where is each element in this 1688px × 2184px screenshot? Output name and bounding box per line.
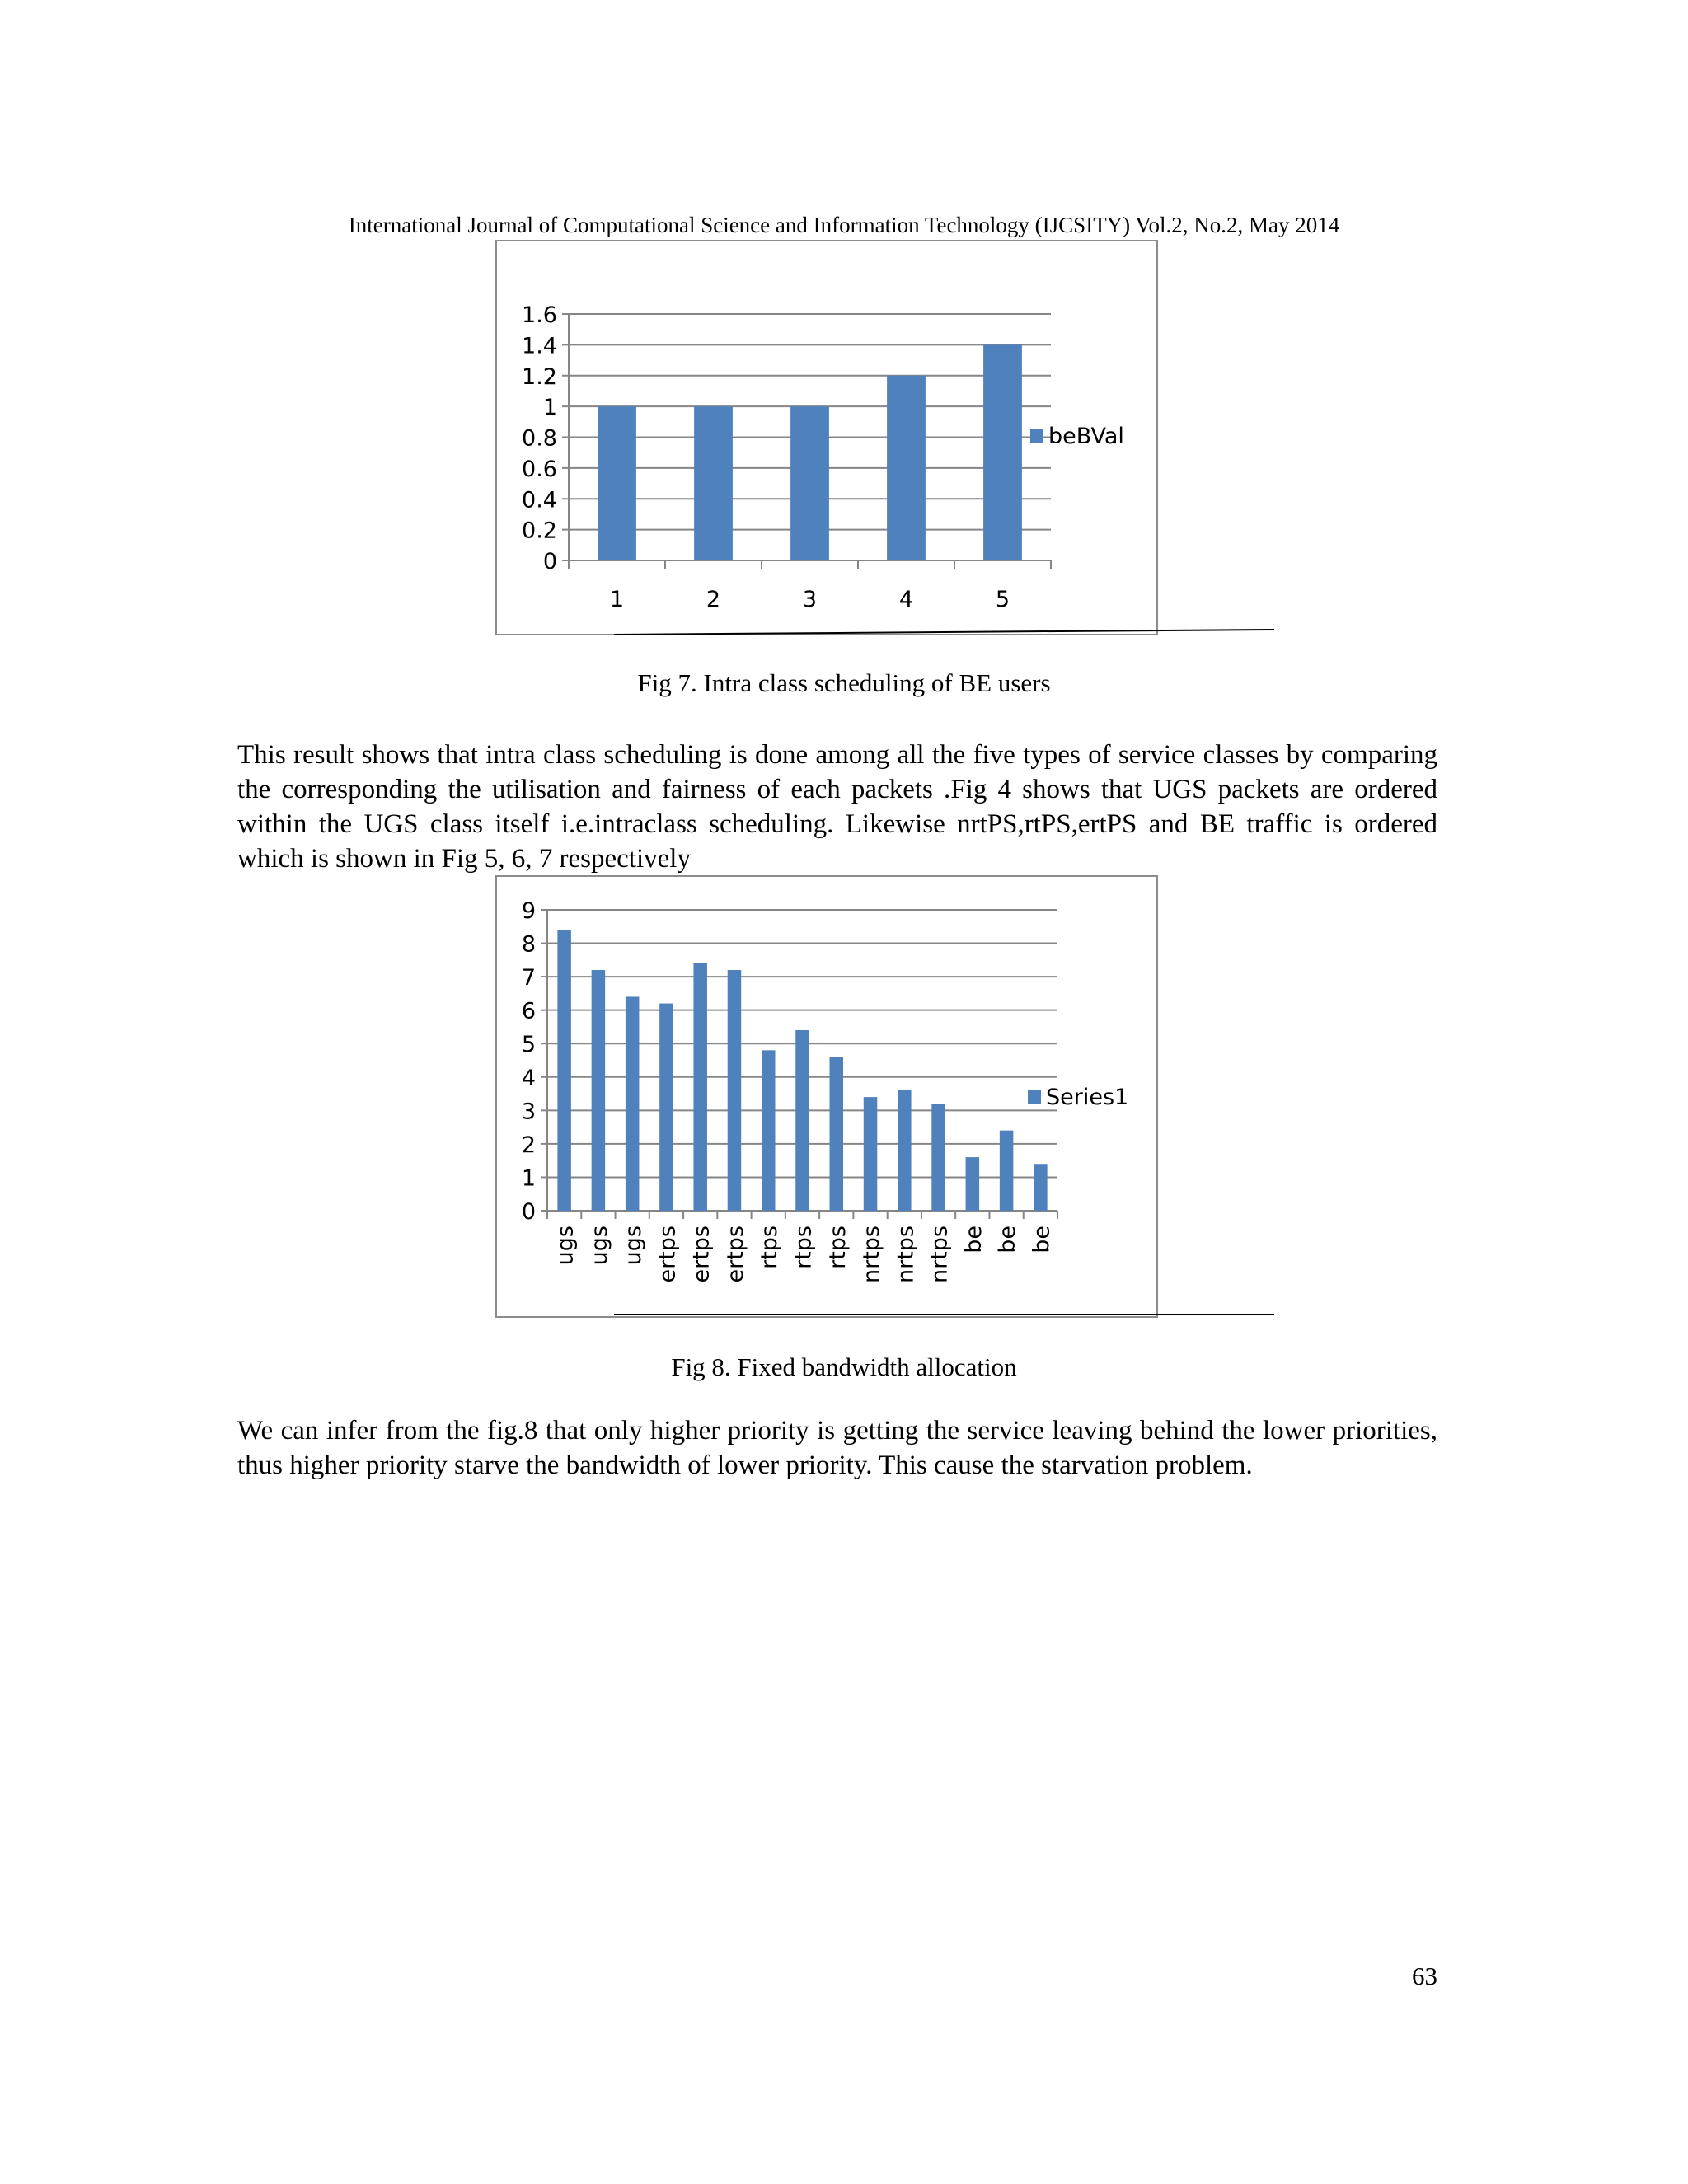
- x-tick-label: 4: [898, 587, 914, 612]
- x-tick-label: be: [995, 1226, 1021, 1254]
- bar: [693, 963, 707, 1211]
- paragraph-inference: We can infer from the fig.8 that only higher priority is getting the service leaving behind the lower priorities, thus higher priority starve the bandwidth of lower priority. This cause the starvation problem.: [237, 1416, 1437, 1480]
- bar: [931, 1104, 945, 1211]
- x-tick-label: rtps: [790, 1226, 817, 1269]
- y-tick-label: 4: [521, 1065, 536, 1091]
- paragraph-results: This result shows that intra class scheduling is done among all the five types of service classes by comparing the corresponding the utilisation and fairness of each packets .Fig 4 shows that UGS packets are ordered within the UGS class itself i.e.intraclass scheduling. Likewise nrtPS,rtPS,ertPS and BE traffic is ordered which is shown in Fig 5, 6, 7 respectively: [237, 740, 1437, 874]
- x-tick-label: 3: [802, 587, 818, 612]
- bar: [830, 1057, 844, 1211]
- bar: [1000, 1131, 1014, 1211]
- bar: [728, 970, 742, 1211]
- x-tick-label: be: [1029, 1226, 1055, 1254]
- y-tick-label: 0.6: [522, 456, 557, 482]
- x-tick-label: ertps: [722, 1226, 748, 1283]
- y-tick-label: 8: [521, 931, 536, 958]
- x-tick-label: ugs: [586, 1226, 612, 1266]
- y-tick-label: 0: [542, 549, 557, 574]
- legend-label: Series1: [1046, 1085, 1129, 1110]
- bar: [966, 1157, 980, 1211]
- legend-label: beBVal: [1048, 424, 1124, 449]
- figure-7-caption: Fig 7. Intra class scheduling of BE users: [637, 668, 1051, 697]
- x-tick-label: ugs: [552, 1226, 579, 1266]
- x-tick-label: rtps: [757, 1226, 783, 1269]
- x-tick-label: nrtps: [859, 1226, 885, 1284]
- y-tick-label: 1.4: [522, 333, 557, 359]
- bar: [762, 1050, 776, 1211]
- x-tick-label: 5: [995, 587, 1010, 612]
- x-tick-label: ugs: [621, 1226, 647, 1266]
- y-tick-label: 2: [521, 1132, 536, 1158]
- bar: [898, 1090, 912, 1211]
- bar: [557, 930, 571, 1211]
- x-tick-label: 2: [706, 587, 721, 612]
- y-tick-label: 3: [521, 1099, 536, 1125]
- bar: [659, 1004, 673, 1211]
- y-tick-label: 9: [521, 898, 536, 924]
- legend-swatch: [1028, 1090, 1041, 1104]
- x-tick-label: nrtps: [893, 1226, 919, 1284]
- y-tick-label: 0.4: [522, 487, 557, 513]
- x-tick-label: 1: [609, 587, 625, 612]
- x-tick-label: ertps: [654, 1226, 681, 1283]
- y-tick-label: 1.6: [522, 302, 557, 328]
- y-tick-label: 0.8: [522, 425, 557, 452]
- x-tick-label: rtps: [824, 1226, 851, 1269]
- bar: [864, 1097, 878, 1211]
- page-number: 63: [1412, 1961, 1437, 1990]
- y-tick-label: 6: [521, 998, 536, 1024]
- y-tick-label: 5: [521, 1032, 536, 1058]
- x-tick-label: ertps: [688, 1226, 715, 1283]
- bar: [1034, 1164, 1048, 1211]
- y-tick-label: 1.2: [522, 363, 557, 390]
- y-tick-label: 1: [542, 395, 557, 421]
- bar: [626, 996, 640, 1211]
- x-tick-label: nrtps: [926, 1226, 953, 1284]
- y-tick-label: 7: [521, 965, 536, 991]
- figure-8-caption: Fig 8. Fixed bandwidth allocation: [671, 1352, 1017, 1381]
- x-tick-label: be: [960, 1226, 987, 1254]
- y-tick-label: 1: [521, 1165, 536, 1192]
- bar: [795, 1030, 809, 1211]
- y-tick-label: 0.2: [522, 518, 557, 544]
- running-header: International Journal of Computational Science and Information Technology (IJCSITY) Vol.2, No.2, May 2014: [348, 213, 1340, 237]
- bar: [592, 970, 606, 1211]
- y-tick-label: 0: [521, 1199, 536, 1225]
